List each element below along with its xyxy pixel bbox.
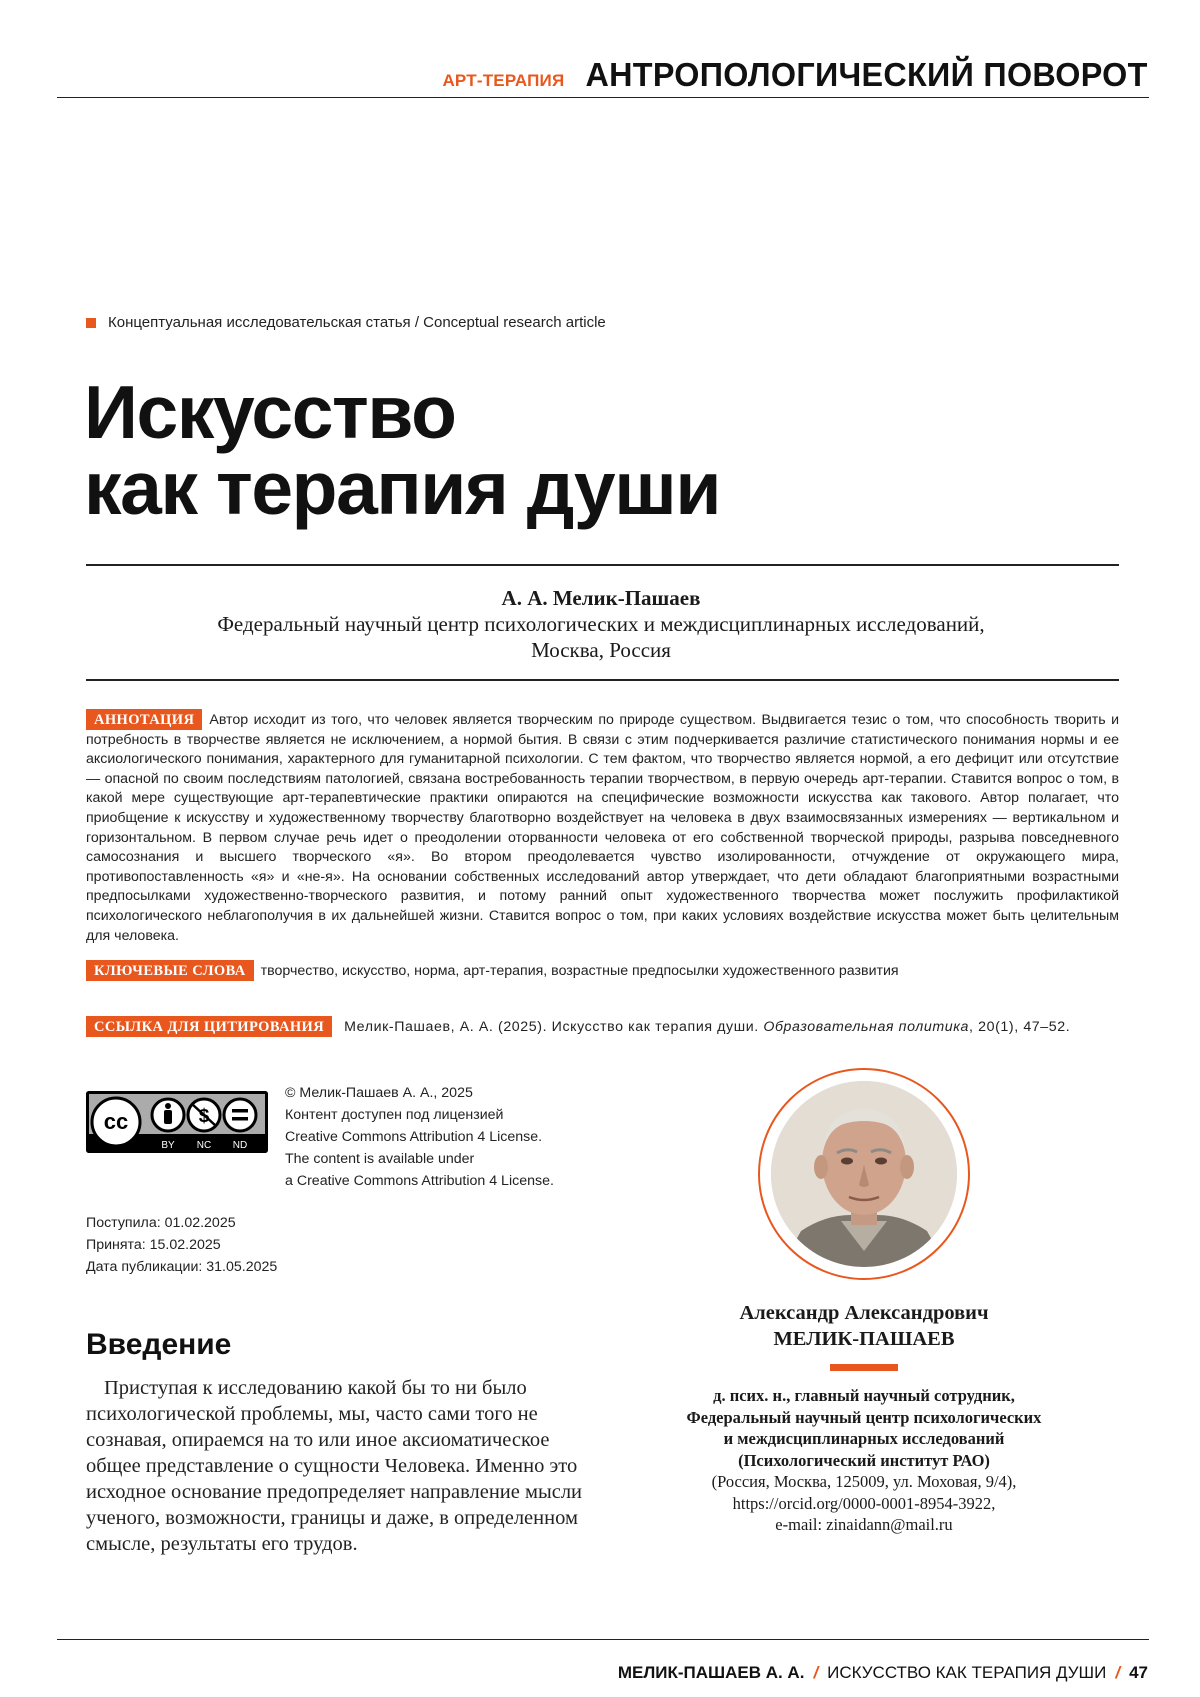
citation [86,1016,1070,1037]
license-en-line-1: The content is available under [285,1148,554,1170]
date-received: Поступила: 01.02.2025 [86,1212,277,1234]
footer-title: ИСКУССТВО КАК ТЕРАПИЯ ДУШИ [827,1663,1106,1683]
cc-label-nd: ND [233,1140,247,1151]
abstract [86,709,1119,946]
bio-name-line-1: Александр Александрович [620,1300,1108,1326]
license-ru-line-1: Контент доступен под лицензией [285,1104,554,1126]
title-line-2: как терапия души [84,450,984,526]
footer-rule [57,1639,1149,1640]
bio-name-line-2: МЕЛИК-ПАШАЕВ [620,1326,1108,1352]
bio-email[interactable]: e-mail: zinaidann@mail.ru [620,1514,1108,1536]
bio-position-line-1: д. псих. н., главный научный сотрудник, [620,1385,1108,1407]
article-type-label: Концептуальная исследовательская статья / Conceptual research article [108,314,606,331]
intro-heading: Введение [86,1328,231,1362]
bio-divider [830,1364,898,1371]
section-title: АНТРОПОЛОГИЧЕСКИЙ ПОВОРОТ [586,56,1148,94]
abstract-label: АННОТАЦИЯ [86,709,202,730]
cc-license-badge [86,1091,268,1153]
citation-text-after: , 20(1), 47–52. [969,1019,1070,1035]
copyright-line: © Мелик-Пашаев А. А., 2025 [285,1082,554,1104]
author-affiliation-block [86,585,1116,663]
footer-separator-1: / [810,1663,821,1683]
license-en-line-2: a Creative Commons Attribution 4 License. [285,1170,554,1192]
bio-position-line-4: (Психологический институт РАО) [620,1450,1108,1472]
keywords-label: КЛЮЧЕВЫЕ СЛОВА [86,960,254,981]
author-photo-frame [758,1068,970,1280]
intro-text: Приступая к исследованию какой бы то ни было психологической проблемы, мы, часто сами того не сознавая, опираемся на то или иное аксиоматическое общее представление о сущности Человека. Именно это исходное основание предопределяет направление мысли ученого, возможности, границы и даже, в определенном смысле, результаты его трудов. [86,1377,582,1555]
intro-paragraph [86,1375,596,1557]
author-bio [620,1300,1108,1536]
affiliation-line-2: Москва, Россия [86,637,1116,663]
license-text [285,1082,554,1192]
citation-journal: Образовательная политика [763,1019,969,1035]
keywords-text: творчество, искусство, норма, арт-терапия, возрастные предпосылки художественного развития [261,963,899,979]
bio-orcid-link[interactable]: https://orcid.org/0000-0001-8954-3922, [620,1493,1108,1515]
citation-text-before: Мелик-Пашаев, А. А. (2025). Искусство как терапия души. [344,1019,759,1035]
footer-author: МЕЛИК-ПАШАЕВ А. А. [618,1663,805,1683]
cc-label-nc: NC [197,1140,211,1151]
bio-position-line-2: Федеральный научный центр психологических [620,1407,1108,1429]
article-title [84,374,984,526]
cc-by-nc-nd-icon [86,1091,268,1153]
author-photo [771,1081,957,1267]
running-header [442,56,1148,96]
article-type [86,314,606,331]
keywords [86,960,899,981]
title-rule-top [86,564,1119,566]
date-accepted: Принята: 15.02.2025 [86,1234,277,1256]
bio-position-line-3: и междисциплинарных исследований [620,1428,1108,1450]
title-rule-bottom [86,679,1119,681]
bio-address: (Россия, Москва, 125009, ул. Моховая, 9/4), [620,1471,1108,1493]
author-name: А. А. Мелик-Пашаев [86,585,1116,611]
orange-square-marker [86,318,96,328]
date-published: Дата публикации: 31.05.2025 [86,1256,277,1278]
section-rubric: АРТ-ТЕРАПИЯ [442,71,564,91]
license-ru-line-2: Creative Commons Attribution 4 License. [285,1126,554,1148]
header-rule [57,97,1149,98]
page-number: 47 [1129,1663,1148,1683]
title-line-1: Искусство [84,374,984,450]
affiliation-line-1: Федеральный научный центр психологических и междисциплинарных исследований, [86,611,1116,637]
author-portrait-icon [771,1081,957,1267]
running-footer [618,1663,1148,1683]
publication-dates [86,1212,277,1278]
cc-label-by: BY [161,1140,175,1151]
footer-separator-2: / [1112,1663,1123,1683]
citation-label: ССЫЛКА ДЛЯ ЦИТИРОВАНИЯ [86,1016,332,1037]
abstract-text: Автор исходит из того, что человек является творческим по природе существом. Выдвигается тезис о том, что способность творить и потребность в творчестве является не исключением, а нормой бытия. В связи с этим подчеркивается различие статистического понимания нормы и ее аксиологического понимания, характерного для гуманитарной психологии. С тем фактом, что творчество является нормой, а его дефицит или отсутствие — опасной по своим последствиям патологией, связана востребованность терапии творчеством, в первую очередь арт-терапии. Ставится вопрос о том, в какой мере существующие арт-терапевтические практики опираются на специфические возможности искусства как такового. Автор полагает, что приобщение к искусству и художественному творчеству благотворно воздействует на человека в двух взаимосвязанных измерениях — вертикальном и горизонтальном. В первом случае речь идет о преодолении оторванности человека от его собственной творческой природы, разрыва повседневного самосознания и высшего творческого «я». Во втором преодолевается чувство изолированности, отчуждение от окружающего мира, противопоставленность «я» и «не-я». На основании собственных исследований автор утверждает, что дети обладают благоприятными возрастными предпосылками художественно-творческого развития, и потому ранний опыт художественного творчества может послужить профилактикой психологического неблагополучия в их дальнейшей жизни. Ставится вопрос о том, при каких условиях воздействие искусства может быть целительным для человека. [86,712,1119,944]
cc-mark: cc [104,1109,128,1134]
